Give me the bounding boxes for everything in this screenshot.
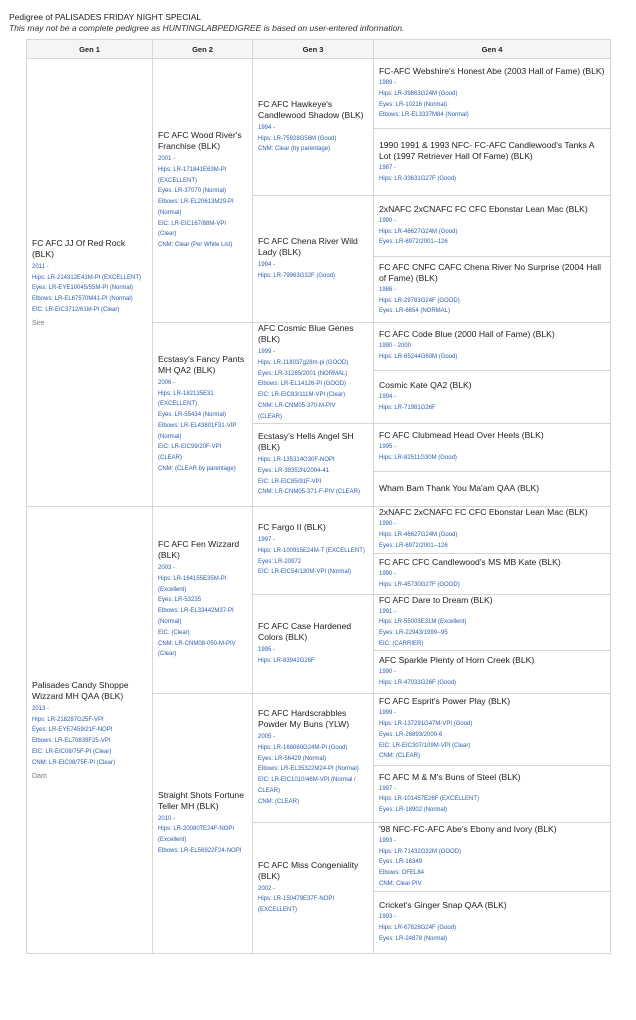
health-clearance: CNM: Clear (by parentage) (258, 146, 331, 153)
health-clearance: CNM: (CLEAR) (258, 798, 300, 805)
gen4-cell (374, 129, 611, 196)
parent-role: Sire (32, 319, 45, 327)
dog-name-link[interactable]: FC AFC CNFC CAFC Chena River No Surprise (2004 Hall of Fame) (BLK) (379, 261, 602, 283)
health-clearance: Hips: LR-46627G24M (Good) (379, 228, 458, 235)
gen4-cell (374, 822, 611, 891)
health-clearance: Elbows: LR-EL3337M84 (Normal) (379, 112, 469, 119)
column-header-gen2: Gen 2 (153, 40, 253, 59)
health-clearance: Elbows: LR-EL43801F31-VIP (158, 422, 237, 429)
birth-year: 1989 - (379, 79, 397, 86)
birth-year: 1990 - 2000 (379, 343, 412, 350)
health-clearance: Hips: LR-46627G24M (Good) (379, 532, 458, 539)
health-clearance: Eyes: LR-26893/2000-6 (379, 731, 443, 738)
dog-name-link[interactable]: FC AFC Clubmead Head Over Heels (BLK) (379, 430, 544, 441)
dog-name-link[interactable]: 1990 1991 & 1993 NFC- FC-AFC Candlewood's Tanks A Lot (1997 Retriever Hall Of Fame) (BLK) (379, 139, 595, 161)
gen4-cell (374, 370, 611, 423)
health-clearance: Hips: LR-39863G24M (Good) (379, 90, 458, 97)
birth-year: 1990 - (379, 217, 397, 224)
health-clearance: (Clear) (158, 231, 177, 238)
gen4-cell (374, 323, 611, 371)
dog-name-link[interactable]: FC AFC Miss Congeniality (BLK) (258, 859, 359, 881)
health-clearance: CNM: Clear (Per White List) (158, 242, 233, 249)
health-clearance: Hips: LR-150479E37F-NOPI (258, 896, 335, 903)
table-header-row (27, 40, 611, 59)
health-clearance: Elbows: LR-EL14126-PI (GOOD) (258, 381, 347, 388)
pedigree-header (9, 11, 629, 34)
health-clearance: EIC: LR-EIC85/91F-VPI (258, 478, 322, 485)
gen4-cell (374, 506, 611, 553)
column-header-gen1: Gen 1 (27, 40, 153, 59)
health-clearance: Hips: LR-67828G24F (Good) (379, 924, 457, 931)
gen3-cell (253, 323, 374, 424)
gen4-cell (374, 471, 611, 506)
gen4-cell (374, 553, 611, 594)
health-clearance: Eyes: LR-56429 (Normal) (258, 755, 327, 762)
health-clearance: Eyes: LR-22943/1999--95 (379, 630, 448, 637)
health-clearance: Eyes: LR-6654 (NORMAL) (379, 308, 451, 315)
health-clearance: Hips: LR-101457E26F (EXCELLENT) (379, 796, 480, 803)
health-clearance: Hips: LR-168080G24M-PI (Good) (258, 744, 348, 751)
birth-year: 1987 - (379, 164, 397, 171)
health-clearance: CNM: LR-CNM05-370-M-PIV (258, 402, 336, 409)
health-clearance: CNM: LR-CNM05-371-F-PIV (CLEAR) (258, 489, 361, 496)
birth-year: 2002 - (258, 885, 276, 892)
dog-name-link[interactable]: AFC Sparkle Plenty of Horn Creek (BLK) (379, 654, 535, 665)
table-row (27, 506, 611, 553)
health-clearance: Eyes: LR-55434 (Normal) (158, 412, 227, 419)
health-clearance: Eyes: LR-24878 (Normal) (379, 935, 448, 942)
dog-name-link[interactable]: FC AFC Esprit's Power Play (BLK) (379, 696, 511, 707)
health-clearance: Hips: LR-182135E31 (158, 390, 214, 397)
birth-year: 2011 - (32, 263, 49, 270)
health-clearance: (CLEAR) (258, 413, 283, 420)
dog-name-link[interactable]: Ecstasy's Fancy Pants MH QA2 (BLK) (158, 353, 245, 375)
gen3-cell (253, 594, 374, 693)
dog-name-link[interactable]: FC AFC Case Hardened Colors (BLK) (258, 620, 352, 642)
health-clearance: Hips: LR-118037g28m-pi (GOOD) (258, 359, 349, 366)
health-clearance: Eyes: LR-6972/2001--126 (379, 542, 448, 549)
health-clearance: CNM: Clear PIV (379, 880, 422, 887)
dog-name-link[interactable]: Cosmic Kate QA2 (BLK) (379, 379, 472, 390)
dog-name-link[interactable]: 2xNAFC 2xCNAFC FC CFC Ebonstar Lean Mac (BLK) (379, 507, 588, 518)
birth-year: 1991 - (379, 608, 397, 615)
dog-name-link[interactable]: Straight Shots Fortune Teller MH (BLK) (158, 789, 244, 811)
dog-name-link[interactable]: FC AFC Code Blue (2000 Hall of Fame) (BLK) (379, 329, 555, 340)
birth-year: 2003 - (158, 565, 176, 572)
gen2-cell (153, 506, 253, 693)
health-clearance: Hips: LR-214312E41M-PI (EXCELLENT) (32, 274, 142, 281)
gen3-cell (253, 506, 374, 594)
health-clearance: Eyes: LR-EYE7459/21F-NOPI (32, 727, 113, 734)
health-clearance: CLEAR) (258, 787, 281, 794)
health-clearance: CNM: (CLEAR by parentage) (158, 466, 236, 473)
birth-year: 1990 - (379, 521, 397, 528)
birth-year: 1997 - (258, 536, 276, 543)
dog-name-link[interactable]: FC AFC Hawkeye's Candlewood Shadow (BLK) (258, 98, 364, 120)
health-clearance: Elbows: LR-EL20613M29-PI (158, 199, 234, 206)
dog-name-link[interactable]: FC Fargo II (BLK) (258, 521, 326, 532)
dog-name-link[interactable]: FC AFC M & M's Buns of Steel (BLK) (379, 771, 521, 782)
health-clearance: CNM: LR-CNM08-050-M-PIV (158, 640, 236, 647)
gen1-cell (27, 506, 153, 953)
health-clearance: Eyes: LR-10216 (Normal) (379, 101, 448, 108)
health-clearance: Elbows: LR-EL67570M41-PI (Normal) (32, 296, 133, 303)
dog-name-link[interactable]: Ecstasy's Hells Angel SH (BLK) (258, 430, 354, 452)
birth-year: 1994 - (379, 393, 397, 400)
health-clearance: Eyes: LR-16349 (379, 859, 423, 866)
birth-year: 2005 - (258, 733, 276, 740)
table-row (27, 59, 611, 129)
gen4-cell (374, 196, 611, 257)
birth-year: 1990 - (379, 668, 397, 675)
column-header-gen4: Gen 4 (374, 40, 611, 59)
health-clearance: EIC: LR-EIC83/111M-VPI (Clear) (258, 392, 346, 399)
health-clearance: Eyes: LR-39352N/2004-41 (258, 467, 330, 474)
birth-year: 1993 - (379, 914, 397, 921)
gen2-cell (153, 693, 253, 953)
page-title: Pedigree of PALISADES FRIDAY NIGHT SPECIAL (9, 12, 202, 22)
dog-name-link[interactable]: 2xNAFC 2xCNAFC FC CFC Ebonstar Lean Mac (BLK) (379, 203, 588, 214)
health-clearance: (Normal) (158, 209, 182, 216)
dog-name-link[interactable]: FC AFC CFC Candlewood's MS MB Kate (BLK) (379, 556, 561, 567)
health-clearance: (Excellent) (158, 586, 187, 593)
health-clearance: (EXCELLENT) (258, 907, 298, 914)
dog-name-link[interactable]: FC AFC Hardscrabbles Powder My Buns (YLW) (258, 707, 350, 729)
gen4-cell (374, 891, 611, 953)
gen2-cell (153, 59, 253, 323)
health-clearance: EIC: LR-EIC1010/46M-VPI (Normal / (258, 777, 356, 784)
dog-name-link[interactable]: FC AFC Wood River's Franchise (BLK) (158, 129, 242, 151)
dog-name-link[interactable]: FC AFC JJ Of Red Rock (BLK) (32, 237, 126, 259)
health-clearance: Eyes: LR-18902 (Normal) (379, 807, 448, 814)
gen4-cell (374, 257, 611, 323)
health-clearance: Hips: LR-82511G30M (Good) (379, 455, 457, 462)
dog-name-link[interactable]: FC AFC Fen Wizzard (BLK) (158, 539, 240, 561)
health-clearance: Eyes: LR-37070 (Normal) (158, 188, 227, 195)
gen4-cell (374, 693, 611, 765)
health-clearance: Hips: LR-137291G47M-VPI (Good) (379, 721, 473, 728)
gen3-cell (253, 196, 374, 323)
health-clearance: Hips: LR-200807E24F-NOPI (158, 826, 235, 833)
birth-year: 1986 - (379, 286, 397, 293)
health-clearance: Elbows: LR-EL70839F25-VPI (32, 738, 111, 745)
health-clearance: (CLEAR) (158, 455, 183, 462)
health-clearance: EIC: LR-EIC307/109M-VPI (Clear) (379, 742, 471, 749)
health-clearance: EIC: LR-EIC167/88M-VPI (158, 220, 227, 227)
dog-name-link[interactable]: Cricket's Ginger Snap QAA (BLK) (379, 900, 507, 911)
birth-year: 1997 - (379, 785, 397, 792)
health-clearance: Hips: LR-65244G60M (Good) (379, 354, 458, 361)
health-clearance: Hips: LR-75928G56M (Good) (258, 135, 337, 142)
health-clearance: (Normal) (158, 619, 182, 626)
health-clearance: Elbows: LR-EL35322M24-PI (Normal) (258, 766, 359, 773)
health-clearance: (EXCELLENT) (158, 401, 198, 408)
dog-name-link[interactable]: FC-AFC Webshire's Honest Abe (2003 Hall of Fame) (BLK) (379, 65, 605, 76)
health-clearance: Eyes: LR-20972 (258, 558, 302, 565)
gen4-cell (374, 650, 611, 693)
health-clearance: (Clear) (158, 651, 177, 658)
health-clearance: CNM: LR-EIC08/75F-PI (Clear) (32, 759, 116, 766)
pedigree-table (26, 39, 611, 954)
health-clearance: Hips: LR-71432G32M (GOOD) (379, 848, 462, 855)
health-clearance: Hips: LR-135314G30F-NOPI (258, 456, 335, 463)
birth-year: 1990 - (379, 570, 397, 577)
gen3-cell (253, 59, 374, 196)
dog-name-link[interactable]: Palisades Candy Shoppe Wizzard MH QAA (BLK) (32, 679, 129, 701)
health-clearance: Hips: LR-33631G27F (Good) (379, 175, 457, 182)
gen4-cell (374, 594, 611, 650)
health-clearance: EIC: LR-EIC3712/61M-PI (Clear) (32, 306, 120, 313)
column-header-gen3: Gen 3 (253, 40, 374, 59)
health-clearance: Hips: LR-47033G26F (Good) (379, 679, 457, 686)
gen1-cell (27, 59, 153, 507)
gen3-cell (253, 822, 374, 953)
health-clearance: EIC: LR-EIC99/20F-VPI (158, 444, 222, 451)
health-clearance: Hips: LR-100915E24M-T (EXCELLENT) (258, 547, 365, 554)
health-clearance: Eyes: LR-31265/2001 (NORMAL) (258, 370, 348, 377)
health-clearance: Elbows: LR-EL56922F24-NOPI (158, 848, 242, 855)
health-clearance: Eyes: LR-6972/2001--126 (379, 239, 448, 246)
gen3-cell (253, 423, 374, 506)
parent-role: Dam (32, 772, 47, 780)
health-clearance: Hips: LR-71981G26F (379, 404, 436, 411)
health-clearance: EIC: LR-EIC08/75F-PI (Clear) (32, 748, 112, 755)
health-clearance: Hips: LR-29783G24F (GOOD) (379, 297, 460, 304)
birth-year: 2001 - (158, 155, 176, 162)
birth-year: 2013 - (32, 705, 50, 712)
birth-year: 1995 - (379, 444, 397, 451)
gen2-cell (153, 323, 253, 507)
health-clearance: Elbows: OFEL84 (379, 870, 425, 877)
birth-year: 1995 - (258, 646, 276, 653)
health-clearance: Eyes: LR-EYE10045/55M-PI (Normal) (32, 285, 134, 292)
health-clearance: Hips: LR-55003E31M (Excellent) (379, 619, 467, 626)
dog-name-link[interactable]: AFC Cosmic Blue Genes (BLK) (258, 323, 354, 344)
health-clearance: EIC: LR-EIC54/130M-VPI (Normal) (258, 569, 352, 576)
gen4-cell (374, 765, 611, 822)
health-clearance: EIC: (Clear) (158, 629, 190, 636)
health-clearance: CNM: (CLEAR) (379, 753, 421, 760)
dog-name-link[interactable]: FC AFC Chena River Wild Lady (BLK) (258, 236, 358, 258)
health-clearance: (EXCELLENT) (158, 177, 198, 184)
dog-name-link[interactable]: FC AFC Dare to Dream (BLK) (379, 594, 493, 605)
health-clearance: Hips: LR-164155E35M-PI (158, 575, 227, 582)
dog-name-link[interactable]: '98 NFC-FC-AFC Abe's Ebony and Ivory (BLK) (379, 823, 557, 834)
birth-year: 1999 - (258, 349, 276, 355)
gen3-cell (253, 693, 374, 822)
birth-year: 1993 - (379, 837, 397, 844)
health-clearance: Hips: LR-79963G32F (Good) (258, 273, 336, 279)
health-clearance: (Normal) (158, 433, 182, 440)
health-clearance: Hips: LR-83942G26F (258, 657, 315, 664)
health-clearance: Eyes: LR-53235 (158, 597, 202, 604)
birth-year: 2010 - (158, 815, 176, 822)
dog-name-link[interactable]: Wham Bam Thank You Ma'am QAA (BLK) (379, 482, 540, 493)
birth-year: 1994 - (258, 124, 276, 131)
health-clearance: Elbows: LR-EL33442M37-PI (158, 608, 234, 615)
birth-year: 2006 - (158, 379, 176, 386)
gen4-cell (374, 423, 611, 471)
health-clearance: Hips: LR-45730G27F (GOOD) (379, 581, 460, 588)
birth-year: 1994 - (258, 262, 276, 269)
health-clearance: EIC: (CARRIER) (379, 640, 424, 647)
birth-year: 1999 - (379, 710, 397, 717)
gen4-cell (374, 59, 611, 129)
health-clearance: (Excellent) (158, 837, 187, 844)
health-clearance: Hips: LR-218287G25F-VPI (32, 716, 104, 723)
health-clearance: Hips: LR-171841E63M-PI (158, 166, 227, 173)
disclaimer-text: This may not be a complete pedigree as HUNTINGLABPEDIGREE is based on user-entered information. (9, 23, 405, 33)
